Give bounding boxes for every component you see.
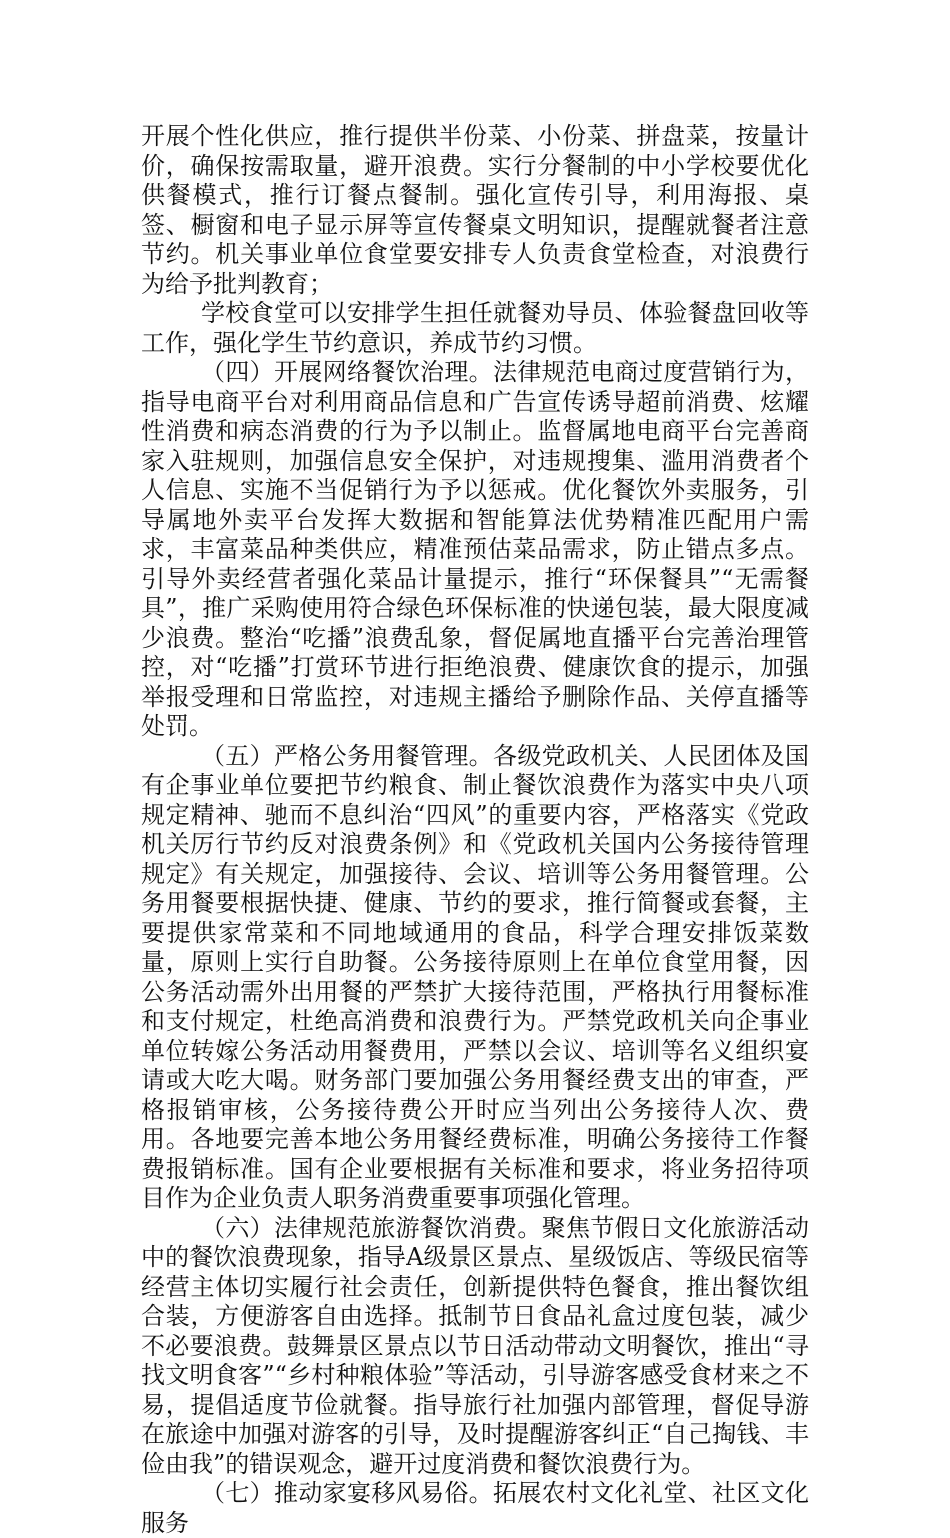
paragraph-1: 开展个性化供应，推行提供半份菜、小份菜、拼盘菜，按量计价，确保按需取量，避开浪费。实行分餐制的中小学校要优化供餐模式，推行订餐点餐制。强化宣传引导，利用海报、桌签、橱窗和电子显示屏等宣传餐桌文明知识，提醒就餐者注意节约。机关事业单位食堂要安排专人负责食堂检查，对浪费行为给予批判教育； [141,122,809,298]
paragraph-2: 学校食堂可以安排学生担任就餐劝导员、体验餐盘回收等工作，强化学生节约意识，养成节约习惯。 [141,299,809,357]
document-body [141,122,809,1538]
paragraph-6: （七）推动家宴移风易俗。拓展农村文化礼堂、社区文化服务 [141,1479,809,1537]
paragraph-5: （六）法律规范旅游餐饮消费。聚焦节假日文化旅游活动中的餐饮浪费现象，指导A级景区景点、星级饭店、等级民宿等经营主体切实履行社会责任，创新提供特色餐食，推出餐饮组合装，方便游客自由选择。抵制节日食品礼盒过度包装，减少不必要浪费。鼓舞景区景点以节日活动带动文明餐饮，推出“寻找文明食客”“乡村种粮体验”等活动，引导游客感受食材来之不易，提倡适度节俭就餐。指导旅行社加强内部管理，督促导游在旅途中加强对游客的引导，及时提醒游客纠正“自己掏钱、丰俭由我”的错误观念，避开过度消费和餐饮浪费行为。 [141,1213,809,1478]
paragraph-4: （五）严格公务用餐管理。各级党政机关、人民团体及国有企事业单位要把节约粮食、制止餐饮浪费作为落实中央八项规定精神、驰而不息纠治“四风”的重要内容，严格落实《党政机关厉行节约反对浪费条例》和《党政机关国内公务接待管理规定》有关规定，加强接待、会议、培训等公务用餐管理。公务用餐要根据快捷、健康、节约的要求，推行简餐或套餐，主要提供家常菜和不同地域通用的食品，科学合理安排饭菜数量，原则上实行自助餐。公务接待原则上在单位食堂用餐，因公务活动需外出用餐的严禁扩大接待范围，严格执行用餐标准和支付规定，杜绝高消费和浪费行为。严禁党政机关向企事业单位转嫁公务活动用餐费用，严禁以会议、培训等名义组织宴请或大吃大喝。财务部门要加强公务用餐经费支出的审查，严格报销审核，公务接待费公开时应当列出公务接待人次、费用。各地要完善本地公务用餐经费标准，明确公务接待工作餐费报销标准。国有企业要根据有关标准和要求，将业务招待项目作为企业负责人职务消费重要事项强化管理。 [141,741,809,1212]
paragraph-3: （四）开展网络餐饮治理。法律规范电商过度营销行为，指导电商平台对利用商品信息和广告宣传诱导超前消费、炫耀性消费和病态消费的行为予以制止。监督属地电商平台完善商家入驻规则，加强信息安全保护，对违规搜集、滥用消费者个人信息、实施不当促销行为予以惩戒。优化餐饮外卖服务，引导属地外卖平台发挥大数据和智能算法优势精准匹配用户需求，丰富菜品种类供应，精准预估菜品需求，防止错点多点。引导外卖经营者强化菜品计量提示，推行“环保餐具”“无需餐具”，推广采购使用符合绿色环保标准的快递包装，最大限度减少浪费。整治“吃播”浪费乱象，督促属地直播平台完善治理管控，对“吃播”打赏环节进行拒绝浪费、健康饮食的提示，加强举报受理和日常监控，对违规主播给予删除作品、关停直播等处罚。 [141,358,809,740]
